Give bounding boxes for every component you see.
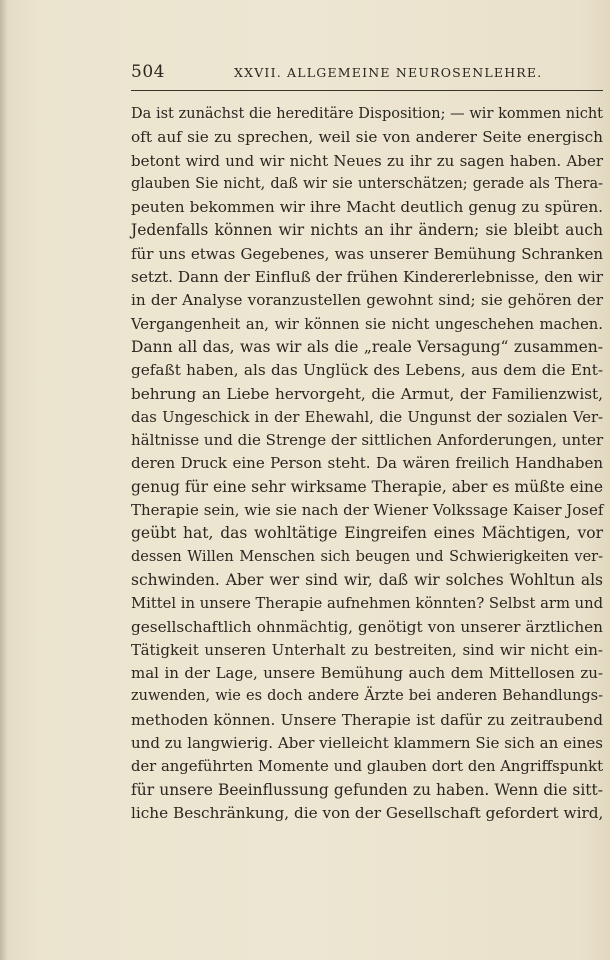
text-line: in der Analyse voranzustellen gewohnt sind; sie gehören der (131, 291, 603, 310)
text-line: gefaßt haben, als das Unglück des Lebens, aus dem die Ent- (131, 361, 603, 380)
text-line: genug für eine sehr wirksame Therapie, aber es müßte eine (131, 477, 604, 496)
text-line: setzt. Dann der Einfluß der frühen Kindererlebnisse, den wir (131, 268, 603, 287)
text-line: schwinden. Aber wer sind wir, daß wir solches Wohltun als (131, 570, 603, 589)
text-line: das Ungeschick in der Ehewahl, die Ungunst der sozialen Ver- (131, 408, 603, 426)
text-line: zuwenden, wie es doch andere Ärzte bei anderen Behandlungs- (131, 688, 603, 705)
text-line: der angeführten Momente und glauben dort den Angriffspunkt (131, 758, 603, 776)
text-line: dessen Willen Menschen sich beugen und Schwierigkeiten ver- (131, 548, 603, 565)
text-line: liche Beschränkung, die von der Gesellschaft gefordert wird, (131, 803, 604, 822)
gutter-shadow (0, 0, 8, 960)
text-line: glauben Sie nicht, daß wir sie unterschätzen; gerade als Thera- (131, 175, 603, 192)
text-line: betont wird und wir nicht Neues zu ihr zu sagen haben. Aber (131, 151, 603, 170)
text-line: peuten bekommen wir ihre Macht deutlich genug zu spüren. (131, 198, 603, 217)
text-line: deren Druck eine Person steht. Da wären freilich Handhaben (131, 454, 603, 473)
text-line: und zu langwierig. Aber vielleicht klammern Sie sich an eines (131, 734, 603, 753)
text-line: Jedenfalls können wir nichts an ihr ändern; sie bleibt auch (131, 221, 603, 240)
text-line: Therapie sein, wie sie nach der Wiener Volkssage Kaiser Josef (131, 501, 604, 520)
text-line: für uns etwas Gegebenes, was unserer Bemühung Schranken (131, 244, 603, 263)
text-line: gesellschaftlich ohnmächtig, genötigt von unserer ärztlichen (131, 617, 603, 636)
text-line: hältnisse und die Strenge der sittlichen Anforderungen, unter (131, 431, 604, 450)
text-line: für unsere Beeinflussung gefunden zu haben. Wenn die sitt- (131, 780, 603, 799)
text-line: Mittel in unsere Therapie aufnehmen könnten? Selbst arm und (131, 595, 604, 613)
text-line: behrung an Liebe hervorgeht, die Armut, der Familienzwist, (131, 384, 603, 403)
header-rule (131, 90, 603, 91)
text-line: geübt hat, das wohltätige Eingreifen eines Mächtigen, vor (131, 524, 603, 543)
text-line: Da ist zunächst die hereditäre Disposition; — wir kommen nicht (131, 106, 603, 122)
page-header (131, 62, 603, 86)
text-line: Vergangenheit an, wir können sie nicht ungeschehen machen. (131, 315, 603, 333)
page-number: 504 (131, 62, 165, 82)
text-line: Dann all das, was wir als die „reale Versagung“ zusammen- (131, 337, 603, 356)
text-line: oft auf sie zu sprechen, weil sie von anderer Seite energisch (131, 128, 603, 147)
body-text (131, 103, 603, 825)
text-line: Tätigkeit unseren Unterhalt zu bestreiten, sind wir nicht ein- (131, 640, 603, 659)
text-line: methoden können. Unsere Therapie ist dafür zu zeitraubend (131, 710, 603, 729)
running-title: XXVII. ALLGEMEINE NEUROSENLEHRE. (234, 65, 543, 80)
text-line: mal in der Lage, unsere Bemühung auch dem Mittellosen zu- (131, 664, 603, 683)
